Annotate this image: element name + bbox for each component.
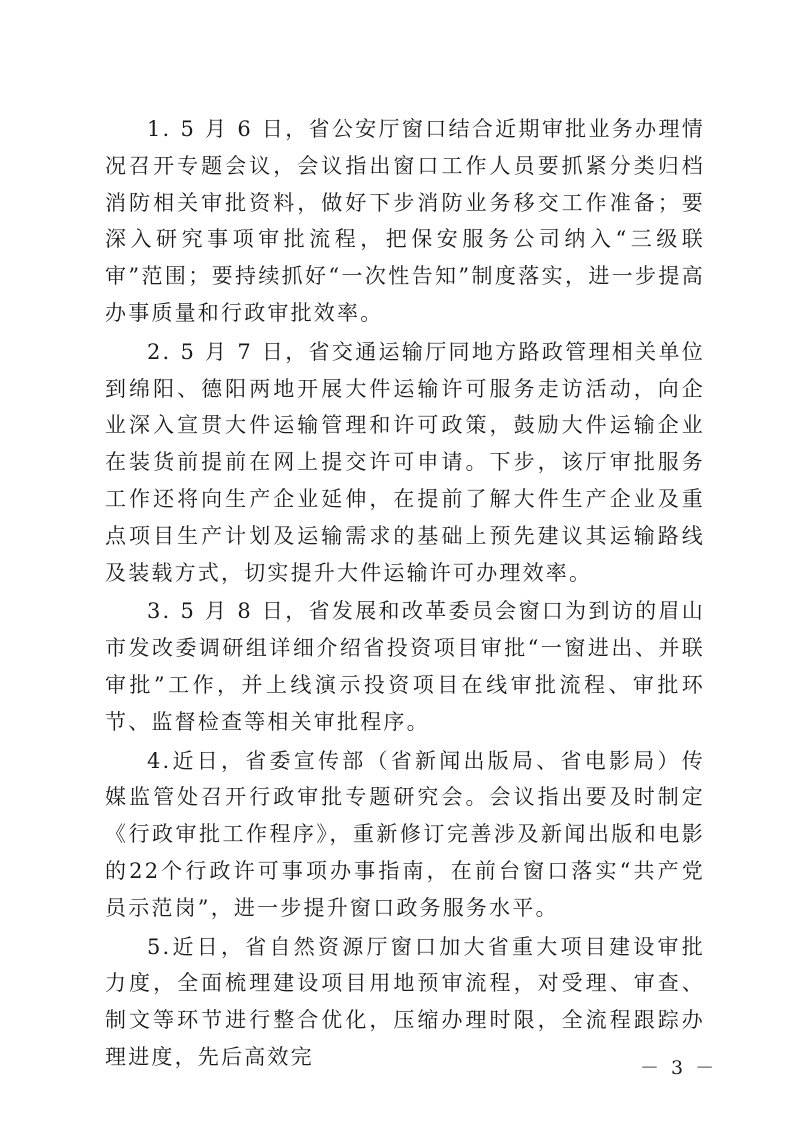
paragraph-1: 1. 5 月 6 日，省公安厅窗口结合近期审批业务办理情况召开专题会议，会议指出窗口工作人员要抓紧分类归档消防相关审批资料，做好下步消防业务移交工作准备；要深入研究事项审批流程，把保安服务公司纳入“三级联审”范围；要持续抓好“一次性告知”制度落实，进一步提高办事质量和行政审批效率。 (105, 117, 705, 325)
paragraph-2: 2. 5 月 7 日，省交通运输厅同地方路政管理相关单位到绵阳、德阳两地开展大件运输许可服务走访活动，向企业深入宣贯大件运输管理和许可政策，鼓励大件运输企业在装货前提前在网上提交许可申请。下步，该厅审批服务工作还将向生产企业延伸，在提前了解大件生产企业及重点项目生产计划及运输需求的基础上预先建议其运输路线及装载方式，切实提升大件运输许可办理效率。 (105, 339, 705, 585)
paragraph-4: 4.近日，省委宣传部（省新闻出版局、省电影局）传媒监管处召开行政审批专题研究会。会议指出要及时制定《行政审批工作程序》，重新修订完善涉及新闻出版和电影的22个行政许可事项办事指南，在前台窗口落实“共产党员示范岗”，进一步提升窗口政务服务水平。 (105, 748, 705, 920)
document-body (105, 111, 705, 1078)
paragraph-3: 3. 5 月 8 日，省发展和改革委员会窗口为到访的眉山市发改委调研组详细介绍省投资项目审批“一窗进出、并联审批”工作，并上线演示投资项目在线审批流程、审批环节、监督检查等相关审批程序。 (105, 599, 705, 734)
paragraph-5: 5.近日，省自然资源厅窗口加大省重大项目建设审批力度，全面梳理建设项目用地预审流程，对受理、审查、制文等环节进行整合优化，压缩办理时限，全流程跟踪办理进度，先后高效完 (105, 934, 705, 1069)
page-number: － 3 － (640, 1057, 718, 1079)
